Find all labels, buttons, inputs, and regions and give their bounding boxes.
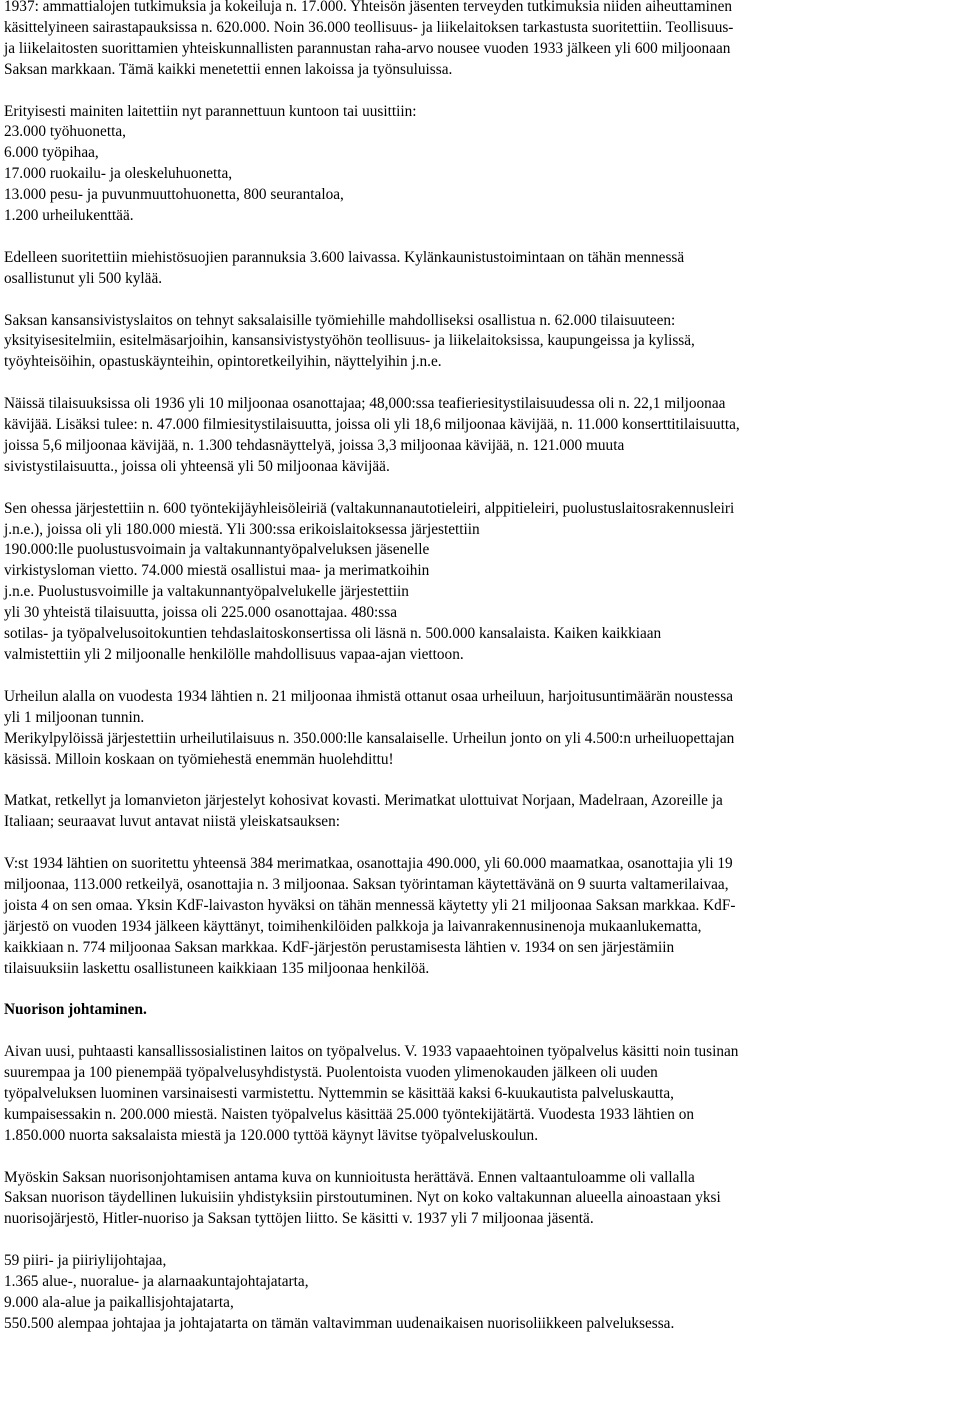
text-line: yli 30 yhteistä tilaisuutta, joissa oli 225.000 osanottajaa. 480:ssa [4,604,397,622]
text-line: 23.000 työhuonetta, [4,123,126,141]
text-line: Italiaan; seuraavat luvut antavat niistä yleiskatsauksen: [4,813,340,831]
paragraph [4,311,956,374]
text-line: 59 piiri- ja piiriylijohtajaa, [4,1252,167,1270]
paragraph [4,791,956,833]
paragraph [4,102,956,227]
text-line: sivistystilaisuutta., joissa oli yhteensä yli 50 miljoonaa kävijää. [4,457,390,475]
text-line: 1.200 urheilukenttää. [4,207,134,225]
text-line: Edelleen suoritettiin miehistösuojien parannuksia 3.600 laivassa. Kylänkaunistustoimintaan on tähän mennessä [4,248,685,266]
paragraph [4,854,956,979]
paragraph [4,394,956,478]
text-line: joista 4 on sen omaa. Yksin KdF-laivaston hyväksi on tähän mennessä käytetty yli 21 miljoonaa Saksan markkaa. KdF- [4,896,736,914]
text-line: 550.500 alempaa johtajaa ja johtajatarta on tämän valtavimman uudenaikaisen nuorisoliikkeen palveluksessa. [4,1314,675,1332]
text-line: yksityisesitelmiin, esitelmäsarjoihin, kansansivistystyöhön teollisuus- ja liikelaitoksissa, kaupungeissa ja kylissä, [4,332,695,350]
text-line: 13.000 pesu- ja puvunmuuttohuonetta, 800 seurantaloa, [4,186,344,204]
paragraph [4,1042,956,1147]
text-line: Aivan uusi, puhtaasti kansallissosialistinen laitos on työpalvelus. V. 1933 vapaaehtoinen työpalvelus käsitti noin tusinan [4,1043,739,1061]
text-line: 9.000 ala-alue ja paikallisjohtajatarta, [4,1294,234,1311]
text-line: j.n.e.), joissa oli yli 180.000 miestä. Yli 300:ssa erikoislaitoksessa järjestettiin [4,520,480,538]
section-heading [4,1000,956,1021]
text-line: valmistettiin yli 2 miljoonalle henkilölle mahdollisuus vapaa-ajan viettoon. [4,646,464,664]
text-line: 6.000 työpihaa, [4,144,99,162]
text-line: yli 1 miljoonan tunnin. [4,708,145,726]
text-line: käsittelyineen sairastapauksissa n. 620.000. Noin 36.000 teollisuus- ja liikelaitoksen tarkastusta suoritettiin. Teollisuus- [4,18,734,36]
text-line: 17.000 ruokailu- ja oleskeluhuonetta, [4,165,233,183]
text-line: Urheilun alalla on vuodesta 1934 lähtien n. 21 miljoonaa ihmistä ottanut osaa urheiluun, harjoitusuntimäärän noustessa [4,687,733,705]
text-line: kävijää. Lisäksi tulee: n. 47.000 filmiesitystilaisuutta, joissa oli yli 18,6 miljoonaa kävijää, n. 11.000 konserttitilaisuutta, [4,416,740,434]
text-line: joissa 5,6 miljoonaa kävijää, n. 1.300 tehdasnäyttelyä, joissa 3,3 miljoonaa kävijää, n. 121.000 muuta [4,436,625,454]
text-line: Saksan markkaan. Tämä kaikki menetettii ennen lakoissa ja työnsuluissa. [4,60,453,78]
text-line: Matkat, retkellyt ja lomanvieton järjestelyt kohosivat kovasti. Merimatkat ulottuivat Norjaan, Madelraan, Azoreille ja [4,792,723,810]
text-line: virkistysloman vietto. 74.000 miestä osallistui maa- ja merimatkoihin [4,562,430,580]
text-line: kumpaisessakin n. 200.000 miestä. Naisten työpalvelus käsittää 25.000 työntekijätärtä. Vuodesta 1933 lähtien on [4,1105,695,1123]
paragraph [4,1251,956,1335]
text-line: Näissä tilaisuuksissa oli 1936 yli 10 miljoonaa osanottajaa; 48,000:ssa teafieriesitystilaisuudessa oli n. 22,1 miljoonaa [4,395,726,413]
text-line: työyhteisöihin, opastuskäynteihin, opintoretkeilyihin, näyttelyihin j.n.e. [4,353,442,371]
document-page [4,0,956,1356]
text-line: järjestö on vuoden 1934 jälkeen käyttänyt, toimihenkilöiden palkkoja ja laivanrakennusinenoja mukaanlukematta, [4,917,702,935]
text-line: 1.850.000 nuorta saksalaista miestä ja 120.000 tyttöä käynyt lävitse työpalveluskoulun. [4,1126,539,1144]
paragraph [4,499,956,666]
text-line: nuorisojärjestö, Hitler-nuoriso ja Saksan tyttöjen liitto. Se käsitti v. 1937 yli 7 miljoonaa jäsentä. [4,1210,594,1228]
text-line: Merikylpylöissä järjestettiin urheilutilaisuus n. 350.000:lle kansalaiselle. Urheilun jonto on yli 4.500:n urheiluopettajan [4,729,735,747]
text-line: kaikkiaan n. 774 miljoonaa Saksan markkaa. KdF-järjestön perustamisesta lähtien v. 1934 on sen järjestämiin [4,938,675,956]
heading-text: Nuorison johtaminen. [4,1001,147,1019]
text-line: Sen ohessa järjestettiin n. 600 työntekijäyhleisöleiriä (valtakunnanautotieleiri, alppitieleiri, puolustuslaitosrakennusleiri [4,499,735,517]
text-line: työpalveluksen luominen varsinaisesti varmistettu. Nyttemmin se käsittää kaksi 6-kuukautista palveluskautta, [4,1084,674,1102]
text-line: ja liikelaitosten suorittamien yhteiskunnallisten parannustan raha-arvo nousee vuoden 1933 jälkeen yli 600 miljoonaan [4,39,731,57]
paragraph [4,0,956,81]
text-line: V:st 1934 lähtien on suoritettu yhteensä 384 merimatkaa, osanottajia 490.000, yli 60.000 maamatkaa, osanottajia yli 19 [4,855,733,873]
paragraph [4,687,956,771]
text-line: osallistunut yli 500 kylää. [4,269,163,287]
text-line: 1937: ammattialojen tutkimuksia ja kokeiluja n. 17.000. Yhteisön jäsenten terveyden tutkimuksia niiden aiheuttaminen [4,0,733,15]
paragraph [4,248,956,290]
text-line: Myöskin Saksan nuorisonjohtamisen antama kuva on kunnioitusta herättävä. Ennen valtaantuloamme oli vallalla [4,1168,695,1186]
text-line: Saksan nuorison täydellinen lukuisiin yhdistyksiin pirstoutuminen. Nyt on koko valtakunnan alueella ainoastaan yksi [4,1189,721,1207]
text-line: Erityisesti mainiten laitettiin nyt parannettuun kuntoon tai uusittiin: [4,102,417,120]
text-line: suurempaa ja 100 pienempää työpalvelusyhdistystä. Puolentoista vuoden ylimenokauden jälkeen oli uuden [4,1064,658,1082]
text-line: 1.365 alue-, nuoralue- ja alarnaakuntajohtajatarta, [4,1273,309,1291]
text-line: sotilas- ja työpalvelusoitokuntien tehdaslaitoskonsertissa oli läsnä n. 500.000 kansalaista. Kaiken kaikkiaan [4,625,662,643]
text-line: 190.000:lle puolustusvoimain ja valtakunnantyöpalveluksen jäsenelle [4,541,430,559]
text-line: j.n.e. Puolustusvoimille ja valtakunnantyöpalvelukelle järjestettiin [4,583,409,601]
text-line: miljoonaa, 113.000 retkeilyä, osanottajia n. 3 miljoonaa. Saksan työrintaman käytettävänä on 9 suurta valtamerilaivaa, [4,875,729,893]
text-line: käsissä. Milloin koskaan on työmiehestä enemmän huolehdittu! [4,750,394,768]
paragraph [4,1168,956,1231]
text-line: tilaisuuksiin laskettu osallistuneen kaikkiaan 135 miljoonaa henkilöä. [4,959,430,977]
text-line: Saksan kansansivistyslaitos on tehnyt saksalaisille työmiehille mahdolliseksi osallistua n. 62.000 tilaisuuteen: [4,311,676,329]
